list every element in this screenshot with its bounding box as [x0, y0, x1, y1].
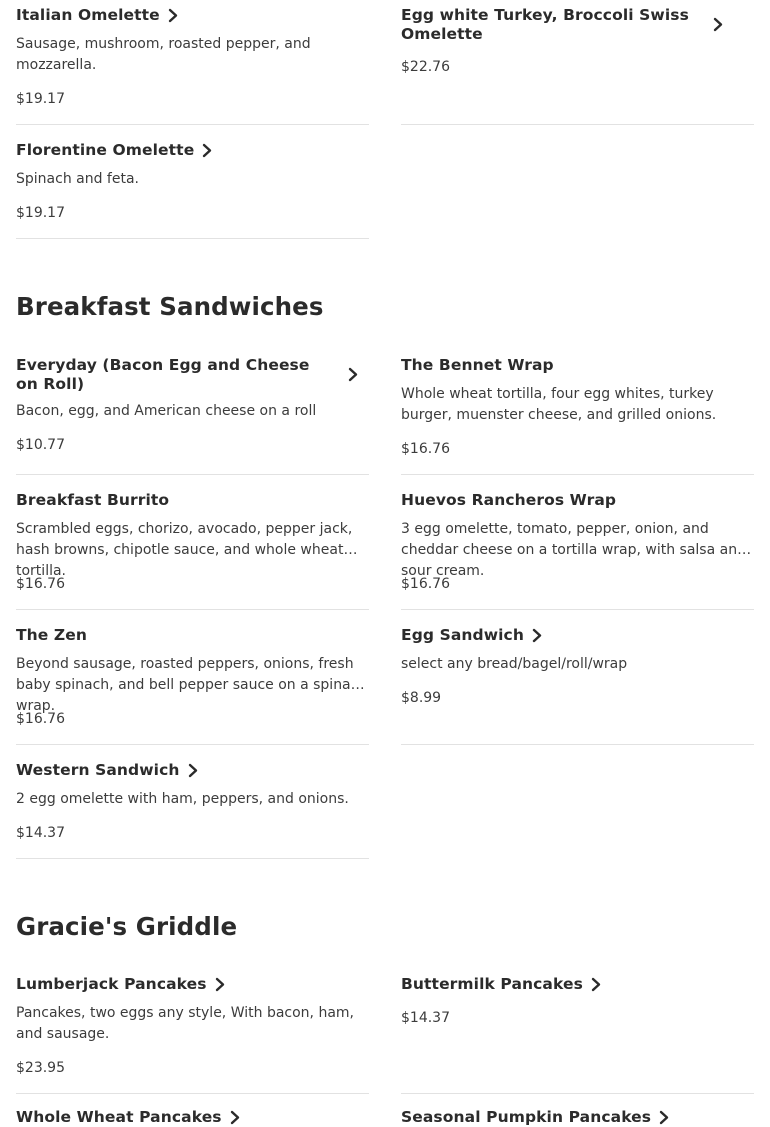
item-name: Everyday (Bacon Egg and Cheese on Roll) [16, 356, 310, 393]
chevron-right-icon [200, 141, 214, 160]
menu-item-breakfast-burrito[interactable] [16, 491, 369, 594]
item-title [401, 491, 754, 510]
item-price: $16.76 [401, 441, 450, 457]
item-title [16, 975, 369, 994]
item-description: select any bread/bagel/roll/wrap [401, 656, 628, 672]
item-price: $19.17 [16, 91, 65, 107]
item-price: $22.76 [401, 59, 450, 75]
item-name: Huevos Rancheros Wrap [401, 491, 617, 509]
section-title: Breakfast Sandwiches [16, 292, 324, 321]
menu-item-italian-omelette[interactable] [16, 6, 369, 109]
menu-item-buttermilk-pancakes[interactable] [401, 975, 754, 1028]
item-description: Beyond sausage, roasted peppers, onions, fresh baby spinach, and bell pepper sauce on a spinach wrap. [16, 656, 368, 714]
divider [401, 609, 754, 610]
menu-item-the-zen[interactable] [16, 626, 369, 729]
menu-item-florentine-omelette[interactable] [16, 141, 369, 223]
divider [16, 238, 369, 239]
item-name: Whole Wheat Pancakes [16, 1108, 222, 1126]
item-name: Florentine Omelette [16, 141, 195, 159]
item-title [401, 6, 754, 44]
section-title: Gracie's Griddle [16, 912, 238, 941]
divider [16, 858, 369, 859]
item-name: Buttermilk Pancakes [401, 975, 583, 993]
chevron-right-icon [530, 626, 544, 645]
divider [16, 744, 369, 745]
item-title [16, 761, 369, 780]
item-name: Italian Omelette [16, 6, 160, 24]
item-title [16, 6, 369, 25]
item-title [16, 141, 369, 160]
item-name: Egg Sandwich [401, 626, 524, 644]
menu-item-western-sandwich[interactable] [16, 761, 369, 843]
menu-item-everyday[interactable] [16, 356, 369, 455]
item-title [16, 1108, 369, 1127]
item-price: $10.77 [16, 437, 65, 453]
item-description: 2 egg omelette with ham, peppers, and onions. [16, 791, 349, 807]
item-name: Breakfast Burrito [16, 491, 170, 509]
menu-item-lumberjack-pancakes[interactable] [16, 975, 369, 1078]
menu-item-bennet-wrap[interactable] [401, 356, 754, 459]
menu-item-huevos-rancheros-wrap[interactable] [401, 491, 754, 594]
item-name: Western Sandwich [16, 761, 180, 779]
item-name: Egg white Turkey, Broccoli Swiss Omelette [401, 6, 689, 43]
divider [401, 474, 754, 475]
item-title [401, 626, 754, 645]
divider [401, 744, 754, 745]
item-price: $16.76 [16, 711, 65, 727]
chevron-right-icon [186, 761, 200, 780]
item-price: $14.37 [16, 825, 65, 841]
menu-item-egg-sandwich[interactable] [401, 626, 754, 708]
item-price: $14.37 [401, 1010, 450, 1026]
item-name: The Zen [16, 626, 88, 644]
menu-item-egg-white-turkey-omelette[interactable] [401, 6, 754, 77]
item-name: Lumberjack Pancakes [16, 975, 207, 993]
item-description: Bacon, egg, and American cheese on a roll [16, 403, 317, 419]
divider [16, 474, 369, 475]
divider [401, 124, 754, 125]
item-price: $16.76 [16, 576, 65, 592]
menu-item-whole-wheat-pancakes[interactable] [16, 1108, 369, 1127]
item-description: Spinach and feta. [16, 171, 139, 187]
menu-item-seasonal-pumpkin-pancakes[interactable] [401, 1108, 754, 1127]
chevron-right-icon [589, 975, 603, 994]
divider [401, 1093, 754, 1094]
item-description: 3 egg omelette, tomato, pepper, onion, and cheddar cheese on a tortilla wrap, with salsa and sour cream. [401, 521, 746, 579]
item-title [16, 626, 369, 645]
item-description: Pancakes, two eggs any style, With bacon, ham, and sausage. [16, 1005, 354, 1042]
item-title [401, 975, 754, 994]
item-title [401, 1108, 754, 1127]
divider [16, 609, 369, 610]
item-name: The Bennet Wrap [401, 356, 554, 374]
item-price: $23.95 [16, 1060, 65, 1076]
chevron-right-icon [346, 365, 360, 384]
item-title [16, 491, 369, 510]
item-price: $8.99 [401, 690, 442, 706]
chevron-right-icon [657, 1108, 671, 1127]
item-name: Seasonal Pumpkin Pancakes [401, 1108, 652, 1126]
divider [16, 124, 369, 125]
item-price: $19.17 [16, 205, 65, 221]
chevron-right-icon [166, 6, 180, 25]
item-description: Sausage, mushroom, roasted pepper, and mozzarella. [16, 36, 311, 73]
chevron-right-icon [213, 975, 227, 994]
item-price: $16.76 [401, 576, 450, 592]
chevron-right-icon [711, 15, 725, 34]
item-description: Scrambled eggs, chorizo, avocado, pepper jack, hash browns, chipotle sauce, and whole wheat tortilla. [16, 521, 353, 579]
item-title [401, 356, 754, 375]
chevron-right-icon [228, 1108, 242, 1127]
item-description: Whole wheat tortilla, four egg whites, turkey burger, muenster cheese, and grilled onions. [401, 386, 717, 423]
divider [16, 1093, 369, 1094]
item-title [16, 356, 369, 394]
